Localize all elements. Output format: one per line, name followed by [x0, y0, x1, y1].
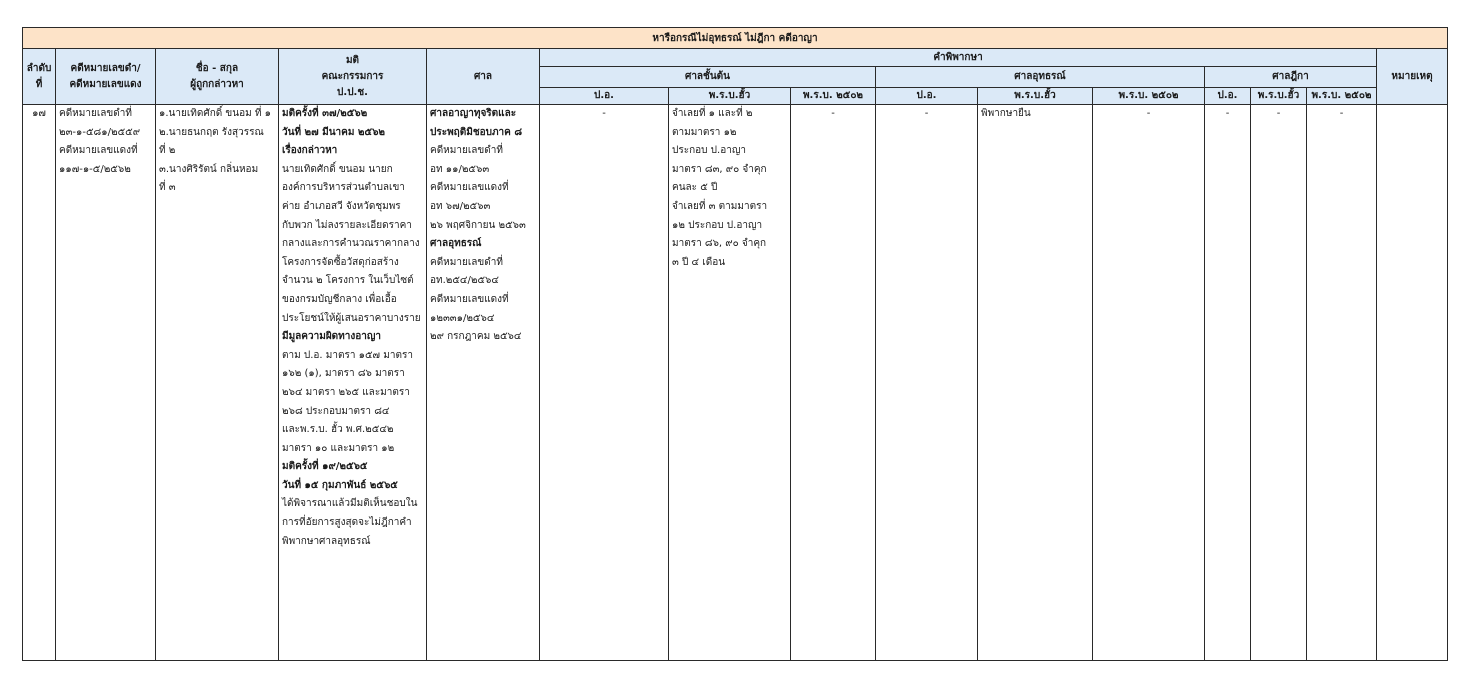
header-supreme-hua: พ.ร.บ.ฮั้ว — [1251, 88, 1307, 105]
header-appeal-pa: ป.อ. — [876, 88, 978, 105]
resolution-line: พิพากษาศาลอุทธรณ์ — [282, 535, 371, 547]
court-line: คดีหมายเลขดำที่ — [430, 256, 503, 268]
header-supreme-2502: พ.ร.บ. ๒๕๐๒ — [1307, 88, 1377, 105]
resolution-line: ๒๖๘ ประกอบมาตรา ๘๔ — [282, 405, 390, 417]
header-resolution-line-3: ป.ป.ช. — [337, 86, 368, 98]
header-resolution-line-1: มติ — [345, 54, 360, 66]
resolution-line: วันที่ ๑๕ กุมภาพันธ์ ๒๕๖๕ — [282, 479, 398, 491]
name-line: ๒.นายธนกฤต รังสุวรรณ — [159, 126, 264, 138]
name-line: ที่ ๓ — [159, 182, 176, 194]
header-case-no-line-1: คดีหมายเลขดำ/ — [70, 62, 141, 74]
resolution-line: ๒๖๔ มาตรา ๒๖๕ และมาตรา — [282, 386, 410, 398]
cell-supreme-hua — [1251, 105, 1307, 661]
cell-case-no — [56, 105, 156, 661]
header-name — [156, 49, 279, 105]
resolution-line: มติครั้งที่ ๑๙/๒๕๖๕ — [282, 461, 368, 473]
first-hua-line: คนละ ๕ ปี — [672, 182, 718, 194]
resolution-line: กับพวก ไม่ลงรายละเอียดราคา — [282, 219, 412, 231]
name-line: ที่ ๒ — [159, 145, 176, 157]
resolution-line: โครงการจัดซื้อวัสดุก่อสร้าง — [282, 256, 399, 268]
cell-first-2502 — [791, 105, 876, 661]
header-appeal-2502: พ.ร.บ. ๒๕๐๒ — [1093, 88, 1205, 105]
header-judgment: คำพิพากษา — [540, 49, 1377, 67]
resolution-line: นายเทิดศักดิ์ ขนอม นายก — [282, 163, 393, 175]
header-resolution-line-2: คณะกรรมการ — [321, 70, 384, 82]
order-value: ๑๗ — [32, 108, 46, 119]
header-name-line-2: ผู้ถูกกล่าวหา — [190, 78, 244, 90]
case-no-line: คดีหมายเลขแดงที่ — [59, 145, 138, 157]
case-table — [22, 27, 1448, 661]
case-no-line: คดีหมายเลขดำที่ — [59, 108, 132, 119]
court-line: ๒๖ พฤศจิกายน ๒๕๖๓ — [430, 219, 526, 231]
header-case-no-line-2: คดีหมายเลขแดง — [69, 78, 142, 90]
court-line: ศาลอุทธรณ์ — [430, 238, 482, 250]
court-line: อท ๑๑/๒๕๖๓ — [430, 163, 490, 175]
first-hua-line: ๓ ปี ๔ เดือน — [672, 256, 726, 268]
resolution-line: ของกรมบัญชีกลาง เพื่อเอื้อ — [282, 293, 397, 305]
header-first-hua: พ.ร.บ.ฮั้ว — [669, 88, 791, 105]
resolution-line: และพ.ร.บ. ฮั้ว พ.ศ.๒๕๔๒ — [282, 424, 394, 436]
case-no-line: ๒๓-๑-๕๘๑/๒๕๕๙ — [59, 126, 141, 138]
supreme-pa-value: - — [1225, 108, 1230, 119]
header-case-no — [56, 49, 156, 105]
court-line: ประพฤติมิชอบภาค ๘ — [430, 126, 523, 138]
header-court: ศาล — [427, 49, 540, 105]
name-line: ๓.นางศิริรัตน์ กลิ่นหอม — [159, 163, 259, 175]
court-line: ๒๙ กรกฎาคม ๒๕๖๔ — [430, 331, 522, 343]
first-hua-line: ประกอบ ป.อาญา — [672, 145, 746, 157]
header-remark: หมายเหตุ — [1377, 49, 1448, 105]
table-row — [23, 105, 1448, 661]
resolution-line: มีมูลความผิดทางอาญา — [282, 331, 382, 343]
first-hua-line: มาตรา ๘๓, ๙๐ จำคุก — [672, 163, 767, 175]
cell-first-pa — [540, 105, 669, 661]
resolution-line: มติครั้งที่ ๓๗/๒๕๖๒ — [282, 108, 368, 119]
court-line: คดีหมายเลขดำที่ — [430, 145, 503, 157]
resolution-line: ตาม ป.อ. มาตรา ๑๕๗ มาตรา — [282, 349, 413, 361]
supreme-2502-value: - — [1339, 108, 1344, 119]
resolution-line: องค์การบริหารส่วนตำบลเขา — [282, 182, 405, 194]
header-appeal-hua: พ.ร.บ.ฮั้ว — [978, 88, 1093, 105]
header-appeal-court: ศาลอุทธรณ์ — [876, 67, 1205, 88]
header-first-court: ศาลชั้นต้น — [540, 67, 876, 88]
cell-order — [23, 105, 56, 661]
cell-appeal-hua — [978, 105, 1093, 661]
header-first-pa: ป.อ. — [540, 88, 669, 105]
resolution-line: วันที่ ๒๗ มีนาคม ๒๕๖๒ — [282, 126, 386, 138]
appeal-2502-value: - — [1146, 108, 1151, 119]
resolution-line: ๑๖๒ (๑), มาตรา ๘๖ มาตรา — [282, 368, 405, 380]
resolution-line: ประโยชน์ให้ผู้เสนอราคาบางราย — [282, 312, 421, 324]
cell-supreme-2502 — [1307, 105, 1377, 661]
court-line: อท ๖๗/๒๕๖๓ — [430, 200, 491, 212]
cell-court — [427, 105, 540, 661]
name-line: ๑.นายเทิดศักดิ์ ขนอม ที่ ๑ — [159, 108, 271, 119]
header-order-line-2: ที่ — [35, 78, 43, 90]
cell-names — [156, 105, 279, 661]
cell-appeal-2502 — [1093, 105, 1205, 661]
court-line: คดีหมายเลขแดงที่ — [430, 293, 509, 305]
first-pa-value: - — [602, 108, 606, 119]
appeal-pa-value: - — [924, 108, 929, 119]
header-resolution — [279, 49, 427, 105]
court-line: ศาลอาญาทุจริตและ — [430, 108, 517, 119]
first-2502-value: - — [831, 108, 835, 119]
cell-resolution — [279, 105, 427, 661]
court-line: ๑๒๓๓๑/๒๕๖๔ — [430, 312, 495, 324]
case-no-line: ๑๑๗-๑-๕/๒๕๖๒ — [59, 163, 131, 175]
resolution-line: กลางและการคำนวณราคากลาง — [282, 238, 420, 250]
cell-remark — [1377, 105, 1448, 661]
resolution-line: การที่อัยการสูงสุดจะไม่ฎีกาคำ — [282, 517, 412, 529]
first-hua-line: ตามมาตรา ๑๒ — [672, 126, 737, 138]
resolution-line: จำนวน ๒ โครงการ ในเว็บไซต์ — [282, 275, 414, 287]
header-order-line-1: ลำดับ — [26, 62, 52, 74]
header-supreme-court: ศาลฎีกา — [1205, 67, 1377, 88]
cell-first-hua — [669, 105, 791, 661]
supreme-hua-value: - — [1276, 108, 1281, 119]
table-title: หารือกรณีไม่อุทธรณ์ ไม่ฎีกา คดีอาญา — [23, 28, 1448, 49]
resolution-line: เรื่องกล่าวหา — [282, 145, 338, 157]
header-name-line-1: ชื่อ - สกุล — [195, 62, 239, 74]
cell-supreme-pa — [1205, 105, 1251, 661]
first-hua-line: มาตรา ๘๖, ๙๐ จำคุก — [672, 238, 767, 250]
first-hua-line: ๑๒ ประกอบ ป.อาญา — [672, 219, 763, 231]
resolution-line: ค่าย อำเภอสวี จังหวัดชุมพร — [282, 200, 401, 212]
first-hua-line: จำเลยที่ ๑ และที่ ๒ — [672, 108, 753, 119]
court-line: อท.๒๕๔/๒๕๖๔ — [430, 275, 499, 287]
resolution-line: ได้พิจารณาแล้วมีมติเห็นชอบใน — [282, 498, 418, 510]
header-supreme-pa: ป.อ. — [1205, 88, 1251, 105]
appeal-hua-value: พิพากษายืน — [981, 108, 1031, 119]
court-line: คดีหมายเลขแดงที่ — [430, 182, 509, 194]
first-hua-line: จำเลยที่ ๓ ตามมาตรา — [672, 200, 768, 212]
header-first-2502: พ.ร.บ. ๒๕๐๒ — [791, 88, 876, 105]
cell-appeal-pa — [876, 105, 978, 661]
resolution-line: มาตรา ๑๐ และมาตรา ๑๒ — [282, 442, 395, 454]
header-order — [23, 49, 56, 105]
